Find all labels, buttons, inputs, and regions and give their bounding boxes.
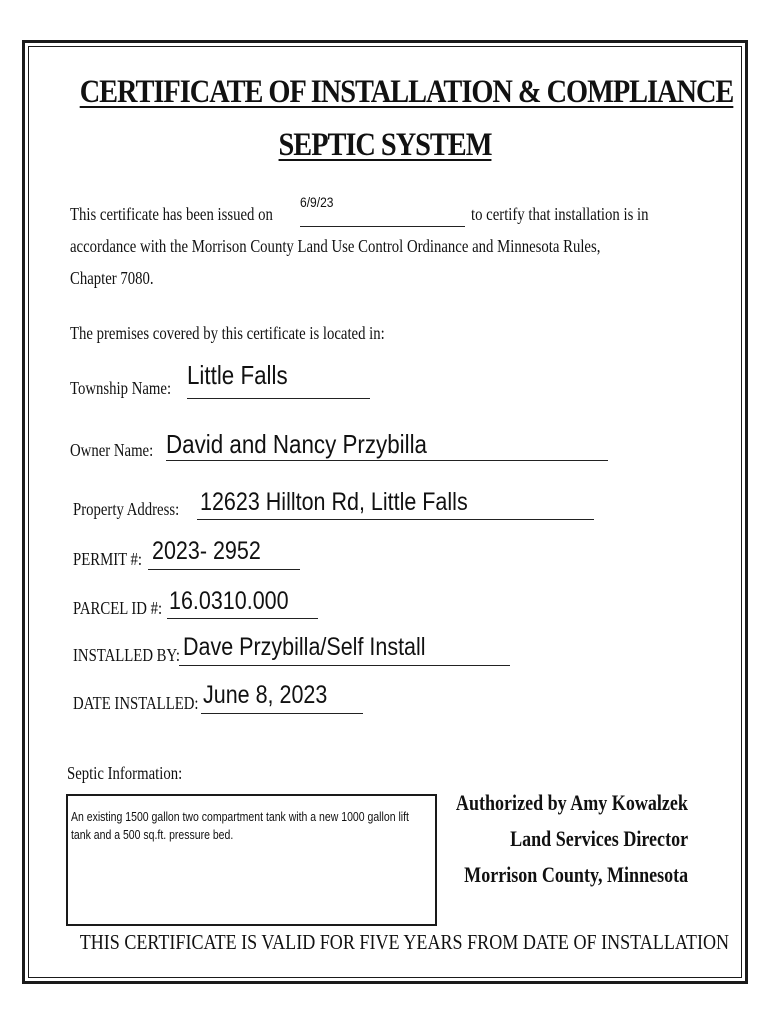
- authorized-by: Authorized by Amy Kowalzek: [455, 790, 688, 815]
- intro-line-2: accordance with the Morrison County Land Use Control Ordinance and Minnesota Rules,: [70, 236, 601, 256]
- intro-prefix: This certificate has been issued on: [70, 204, 273, 224]
- address-value: 12623 Hillton Rd, Little Falls: [200, 488, 468, 516]
- intro-suffix: to certify that installation is in: [471, 204, 649, 224]
- address-line: [197, 519, 594, 520]
- township-line: [187, 398, 370, 399]
- validity-footer: THIS CERTIFICATE IS VALID FOR FIVE YEARS FROM DATE OF INSTALLATION: [79, 930, 730, 954]
- parcel-value: 16.0310.000: [169, 587, 289, 615]
- authorizer-title: Land Services Director: [509, 826, 688, 851]
- permit-line: [148, 569, 300, 570]
- date-installed-line: [201, 713, 363, 714]
- permit-value: 2023- 2952: [152, 537, 261, 565]
- septic-info-text: An existing 1500 gallon two compartment tank with a new 1000 gallon lift tank and a 500 sq.ft. pressure bed.: [71, 810, 409, 842]
- installer-value: Dave Przybilla/Self Install: [183, 633, 426, 661]
- permit-label: PERMIT #:: [73, 549, 143, 569]
- installer-line: [179, 665, 510, 666]
- septic-info-label: Septic Information:: [67, 763, 183, 783]
- owner-label: Owner Name:: [70, 440, 154, 460]
- date-installed-label: DATE INSTALLED:: [73, 693, 199, 713]
- parcel-label: PARCEL ID #:: [73, 598, 163, 618]
- owner-line: [166, 460, 608, 461]
- certificate-title: CERTIFICATE OF INSTALLATION & COMPLIANCE: [79, 74, 734, 110]
- issued-date-value: 6/9/23: [300, 194, 334, 210]
- certificate-subtitle: SEPTIC SYSTEM: [278, 127, 492, 163]
- township-value: Little Falls: [187, 360, 288, 390]
- authorizer-county: Morrison County, Minnesota: [463, 862, 688, 887]
- septic-info-box: [66, 794, 437, 926]
- address-label: Property Address:: [73, 499, 180, 519]
- township-label: Township Name:: [70, 378, 172, 398]
- premises-text: The premises covered by this certificate is located in:: [70, 323, 385, 343]
- owner-value: David and Nancy Przybilla: [166, 429, 427, 459]
- issued-date-line: [300, 226, 465, 227]
- installer-label: INSTALLED BY:: [73, 645, 180, 665]
- parcel-line: [167, 618, 318, 619]
- date-installed-value: June 8, 2023: [203, 681, 328, 709]
- intro-line-3: Chapter 7080.: [70, 268, 154, 288]
